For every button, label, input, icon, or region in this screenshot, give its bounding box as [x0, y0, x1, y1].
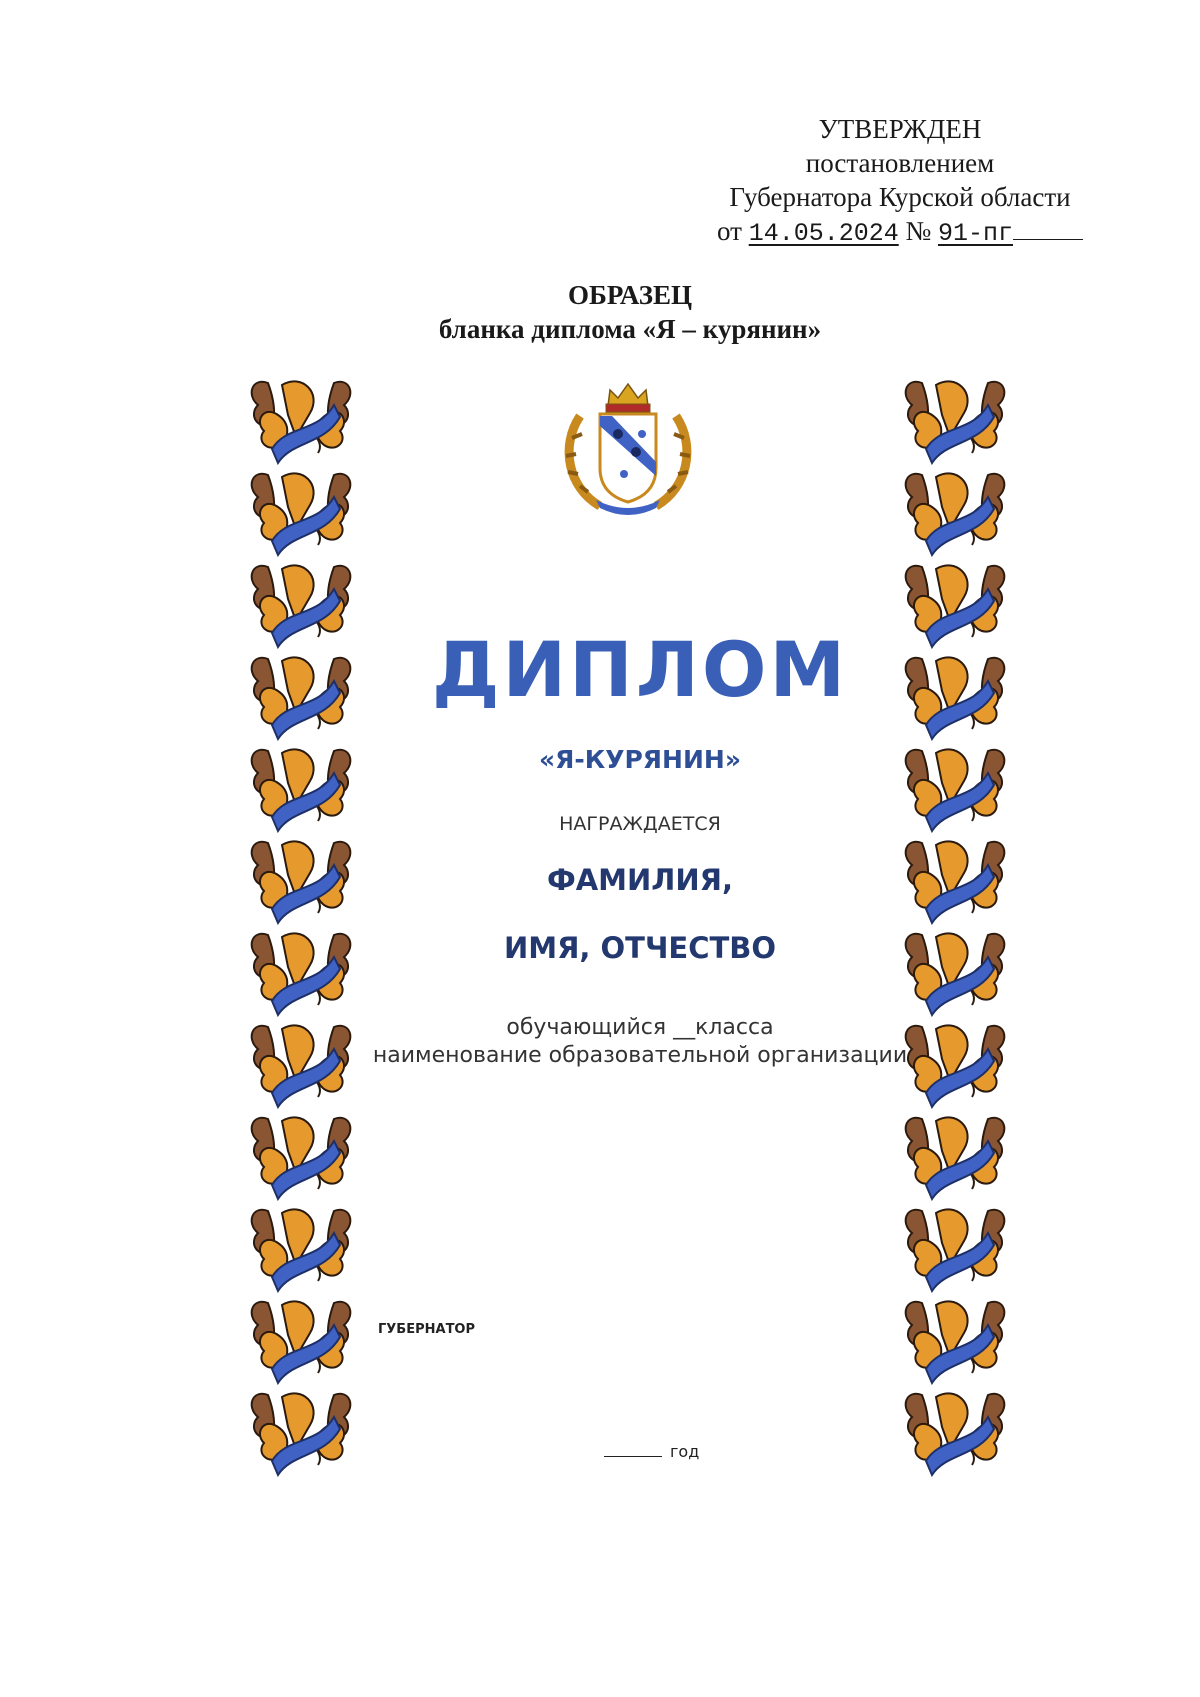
sample-heading: [300, 278, 960, 346]
diploma-title: ДИПЛОМ: [431, 625, 849, 714]
approval-block: [700, 112, 1100, 251]
sample-title: ОБРАЗЕЦ: [568, 280, 692, 310]
student-class-line: обучающийся __класса: [506, 1015, 774, 1040]
diploma-subtitle: «Я-КУРЯНИН»: [539, 745, 741, 774]
approval-number-line: [700, 214, 1100, 251]
year-label: год: [670, 1442, 700, 1461]
oak-leaf-border-left-icon: [248, 375, 358, 1483]
underline-tail: [1013, 217, 1083, 240]
from-label: от: [716, 216, 742, 246]
awarded-label: НАГРАЖДАЕТСЯ: [559, 813, 721, 835]
approval-date: 14.05.2024: [748, 219, 899, 248]
approval-number: 91-пг: [937, 219, 1013, 248]
approval-heading: УТВЕРЖДЕН: [818, 114, 982, 144]
oak-leaf-border-right-icon: [902, 375, 1012, 1483]
governor-label: ГУБЕРНАТОР: [378, 1322, 476, 1337]
name-patronymic-placeholder: ИМЯ, ОТЧЕСТВО: [503, 931, 777, 965]
organization-line: наименование образовательной организации: [372, 1043, 908, 1068]
approval-line-3: Губернатора Курской области: [729, 182, 1071, 212]
year-blank: [604, 1442, 662, 1457]
sample-subtitle: бланка диплома «Я – курянин»: [438, 314, 822, 344]
year-line: [604, 1442, 699, 1461]
approval-line-2: постановлением: [805, 148, 995, 178]
number-label: №: [905, 216, 932, 246]
surname-placeholder: ФАМИЛИЯ,: [546, 863, 734, 897]
kursk-coat-of-arms-icon: [560, 376, 696, 516]
